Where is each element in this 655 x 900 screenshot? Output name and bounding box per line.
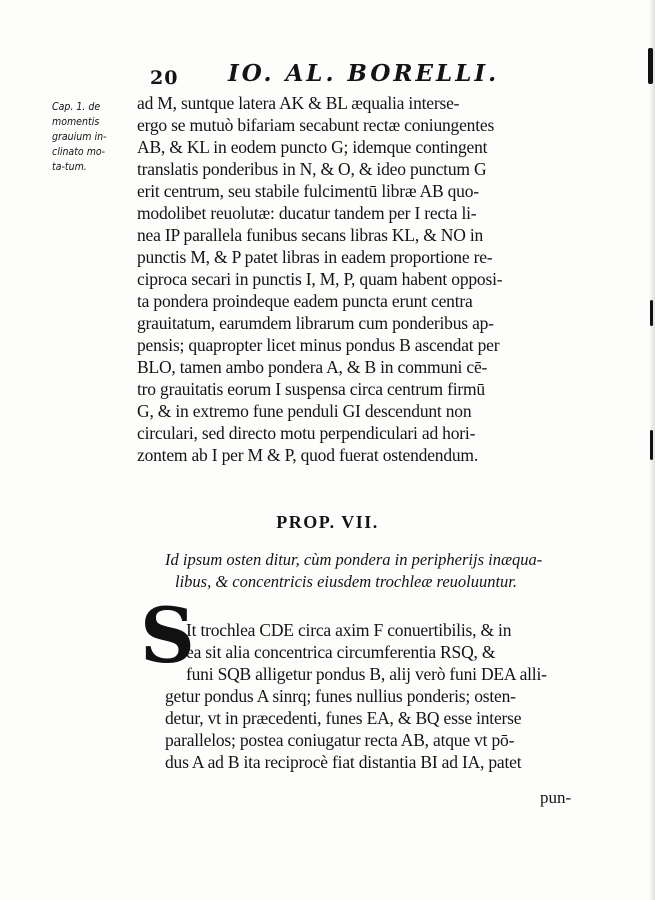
text-line: funi SQB alligetur pondus B, alij verò funi DEA alli- (186, 664, 547, 684)
text-line: ta pondera proindeque eadem puncta erunt centra (137, 291, 473, 311)
text-line: G, & in extremo fune penduli GI descendunt non (137, 401, 472, 421)
text-line: tro grauitatis eorum I suspensa circa centrum firmū (137, 379, 485, 399)
page-edge-mark (650, 430, 653, 460)
page-edge-mark (650, 300, 653, 326)
text-line: parallelos; postea coniugatur recta AB, atque vt pō- (165, 730, 515, 750)
text-line: modolibet reuolutæ: ducatur tandem per I recta li- (137, 203, 477, 223)
text-line: pensis; quapropter licet minus pondus B ascendat per (137, 335, 500, 355)
text-line: ciproca secari in punctis I, M, P, quam habent opposi- (137, 269, 503, 289)
text-line: erit centrum, seu stabile fulcimentū libræ AB quo- (137, 181, 479, 201)
text-line: circulari, sed directo motu perpendiculari ad hori- (137, 423, 476, 443)
margin-note-line: grauium in- (52, 131, 107, 143)
margin-note-line: momentis (52, 116, 100, 128)
margin-note-line: clinato mo- (52, 146, 106, 158)
text-line: dus A ad B ita reciprocè fiat distantia BI ad IA, patet (165, 752, 522, 772)
text-line: grauitatum, earumdem librarum cum ponderibus ap- (137, 313, 494, 333)
running-head: IO. AL. BORELLI. (228, 60, 500, 87)
text-line: getur pondus A sinrq; funes nullius ponderis; osten- (165, 686, 516, 706)
text-line: ergo se mutuò bifariam secabunt rectæ coniungentes (137, 115, 495, 135)
text-line: BLO, tamen ambo pondera A, & B in communi cē- (137, 357, 488, 377)
text-line: AB, & KL in eodem puncto G; idemque contingent (137, 137, 488, 157)
page-number: 20 (150, 67, 179, 89)
drop-cap: S (140, 591, 195, 680)
text-line: detur, vt in præcedenti, funes EA, & BQ esse interse (165, 708, 522, 728)
margin-note-line: ta-tum. (52, 161, 87, 173)
catchword: pun- (540, 788, 572, 807)
text-line: zontem ab I per M & P, quod fuerat ostendendum. (137, 445, 479, 465)
proposition-caption-line: libus, & concentricis eiusdem trochleæ reuoluuntur. (175, 572, 518, 591)
text-line: It trochlea CDE circa axim F conuertibilis, & in (186, 620, 512, 640)
text-line: ad M, suntque latera AK & BL æqualia interse- (137, 93, 460, 113)
text-line: translatis ponderibus in N, & O, & ideo punctum G (137, 159, 487, 179)
text-line: ea sit alia concentrica circumferentia RSQ, & (186, 642, 496, 662)
text-line: nea IP parallela funibus secans libras KL, & NO in (137, 225, 484, 245)
text-line: punctis M, & P patet libras in eadem proportione re- (137, 247, 493, 267)
page-edge-mark (648, 48, 653, 84)
margin-note-line: Cap. 1. de (52, 101, 101, 113)
proposition-heading: PROP. VII. (276, 512, 379, 532)
margin-note (52, 100, 124, 175)
proposition-caption-line: Id ipsum osten ditur, cùm pondera in peripherijs inæqua- (165, 550, 543, 569)
